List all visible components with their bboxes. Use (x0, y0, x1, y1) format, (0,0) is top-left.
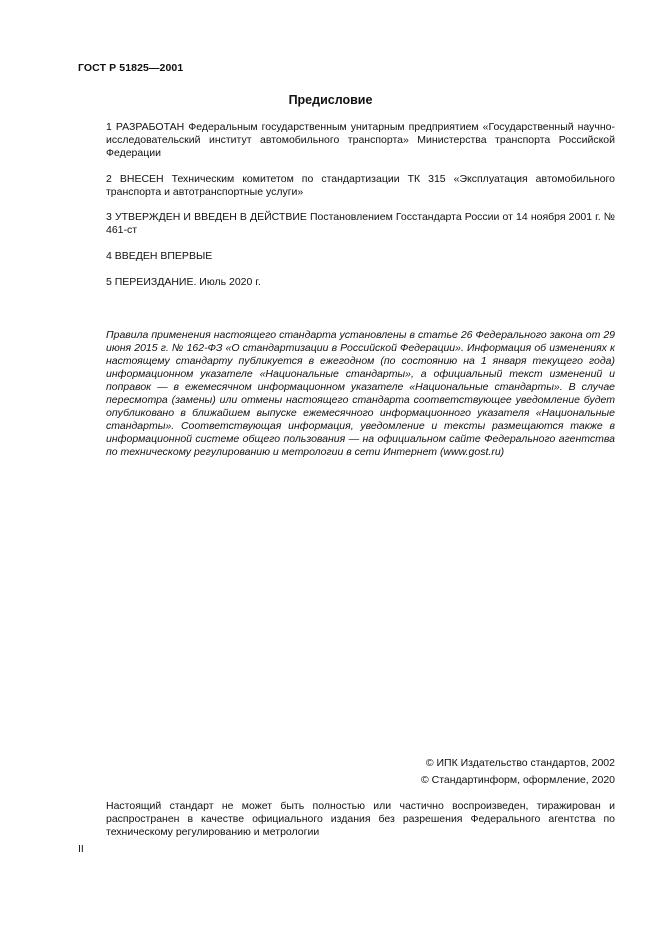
copyright-line-2: © Стандартинформ, оформление, 2020 (420, 774, 615, 786)
preface-item-3 (78, 211, 615, 237)
preface-item-3-text: 3 УТВЕРЖДЕН И ВВЕДЕН В ДЕЙСТВИЕ Постановлением Госстандарта России от 14 ноября 2001 г. № 461-ст (106, 211, 615, 236)
legal-notice (78, 329, 615, 459)
reproduction-notice-text: Настоящий стандарт не может быть полностью или частично воспроизведен, тиражирован и распространен в качестве официального издания без разрешения Федерального агентства по техническому регулированию и метрологии (106, 800, 615, 838)
preface-item-2 (78, 173, 615, 199)
preface-item-4 (78, 250, 615, 263)
preface-item-5-text: 5 ПЕРЕИЗДАНИЕ. Июль 2020 г. (106, 276, 261, 288)
preface-item-1-text: 1 РАЗРАБОТАН Федеральным государственным унитарным предприятием «Государственный научно-исследовательский институт автомобильного транспорта» Министерства транспорта Российской Федерации (106, 121, 615, 159)
preface-item-4-text: 4 ВВЕДЕН ВПЕРВЫЕ (106, 250, 213, 262)
reproduction-notice (78, 800, 615, 839)
preface-item-5 (78, 276, 615, 289)
preface-item-1 (78, 121, 615, 160)
document-code: ГОСТ Р 51825—2001 (78, 62, 184, 74)
preface-title: Предисловие (288, 93, 373, 107)
copyright-line-1: © ИПК Издательство стандартов, 2002 (425, 757, 615, 769)
preface-item-2-text: 2 ВНЕСЕН Техническим комитетом по стандартизации ТК 315 «Эксплуатация автомобильного транспорта и автотранспортные услуги» (106, 173, 615, 198)
legal-notice-text: Правила применения настоящего стандарта установлены в статье 26 Федерального закона от 29 июня 2015 г. № 162-ФЗ «О стандартизации в Российской Федерации». Информация об изменениях к настоящему стандарту публикуется в ежегодном (по состоянию на 1 января текущего года) информационном указателе «Национальные стандарты», а официальный текст изменений и поправок — в ежемесячном информационном указателе «Национальные стандарты». В случае пересмотра (замены) или отмены настоящего стандарта соответствующее уведомление будет опубликовано в ближайшем выпуске ежемесячного информационного указателя «Национальные стандарты». Соответствующая информация, уведомление и тексты размещаются также в информационной системе общего пользования — на официальном сайте Федерального агентства по техническому регулированию и метрологии в сети Интернет (www.gost.ru) (106, 329, 615, 458)
page-number: II (78, 843, 84, 855)
